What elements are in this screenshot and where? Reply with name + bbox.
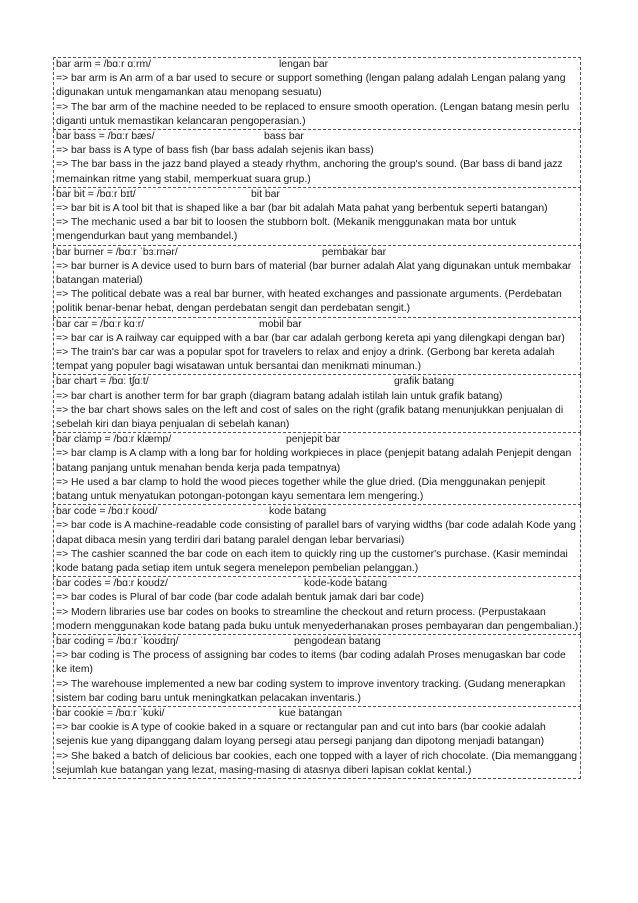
entry-term: bar bass = /bɑːr bæs/ [56,131,155,142]
dictionary-entry [53,375,581,433]
entry-header [54,707,580,721]
entry-translation: bass bar [264,131,304,142]
entry-header [54,577,580,591]
entry-term: bar chart = /bɑː tʃɑːt/ [56,376,149,388]
entry-example: => The warehouse implemented a new bar coding system to improve inventory tracking. (Gudang menerapkan sistem bar coding baru untuk meningkatkan pelacakan inventaris.) [56,678,566,704]
entry-translation: pembakar bar [322,246,387,258]
entry-term: bar arm = /bɑːr ɑːrm/ [56,59,151,70]
entry-header [54,433,580,447]
entry-header [54,130,580,144]
dictionary-entry [53,246,581,318]
entry-term: bar coding = /bɑːr ˈkoʊdɪŋ/ [56,635,179,647]
entry-translation: mobil bar [259,318,302,330]
entry-translation: kode-kode batang [304,578,388,590]
entry-example: => Modern libraries use bar codes on books to streamline the checkout and return process. (Perpustakaan modern menggunakan kode batang pada buku untuk menyederhanakan proses pembayaran dan pengembalian.) [56,606,579,632]
entry-term: bar codes = /bɑːr koʊdz/ [56,578,168,590]
dictionary-entry [53,577,581,635]
entry-translation: lengan bar [279,59,329,70]
dictionary-entry [53,57,581,130]
entry-example: => The bar bass in the jazz band played a steady rhythm, anchoring the group's sound. (Bar bass di band jazz memainkan ritme yang stabil, memperkuat suara grup.) [56,159,563,185]
dictionary-entry [53,505,581,577]
entry-term: bar cookie = /bɑːr ˈkʊki/ [56,707,165,719]
entry-header [54,375,580,389]
entry-definition: => bar code is A machine-readable code consisting of parallel bars of varying widths (bar code adalah Kode yang dapat dibaca mesin yang terdiri dari batang paralel dengan lebar bervariasi) [56,520,576,546]
dictionary-entry [53,707,581,779]
entry-header [54,188,580,202]
entry-header [54,246,580,260]
entry-term: bar code = /bɑːr koʊd/ [56,506,158,518]
entry-example: => The cashier scanned the bar code on each item to quickly ring up the customer's purchase. (Kasir memindai kode batang pada setiap item untuk segera menelepon pembelian pelanggan.) [56,548,568,574]
entry-example: => the bar chart shows sales on the left and cost of sales on the right (grafik batang menunjukkan penjualan di sebelah kiri dan biaya penjualan di sebelah kanan) [56,404,564,430]
entry-definition: => bar bass is A type of bass fish (bar bass adalah sejenis ikan bass) [56,145,374,157]
entry-translation: penjepit bar [286,434,341,446]
entry-header [54,505,580,519]
entry-example: => He used a bar clamp to hold the wood pieces together while the glue dried. (Dia menggunakan penjepit batang untuk menyatukan potongan-potongan kayu sementara lem mengering.) [56,476,546,502]
entry-definition: => bar chart is another term for bar graph (diagram batang adalah istilah lain untuk grafik batang) [56,390,503,402]
entry-definition: => bar arm is An arm of a bar used to secure or support something (lengan palang adalah Lengan palang yang digunakan untuk mengamankan atau menopang sesuatu) [56,73,566,99]
entry-definition: => bar cookie is A type of cookie baked in a square or rectangular pan and cut into bars (bar cookie adalah sejenis kue yang dipanggang dalam loyang persegi atau persegi panjang dan dipotong menjadi batangan) [56,722,546,748]
entry-term: bar bit = /bɑːr bɪt/ [56,188,136,200]
dictionary-entry [53,318,581,376]
dictionary-entry [53,433,581,505]
entry-example: => The political debate was a real bar burner, with heated exchanges and passionate arguments. (Perdebatan politik benar-benar hebat, dengan perdebatan sengit dan perdebatan sengit.) [56,289,562,315]
entry-term: bar car = /bɑːr kɑːr/ [56,318,145,330]
entry-definition: => bar car is A railway car equipped with a bar (bar car adalah gerbong kereta api yang dilengkapi dengan bar) [56,332,565,344]
entry-example: => The train's bar car was a popular spot for travelers to relax and enjoy a drink. (Gerbong bar kereta adalah tempat yang populer bagi wisatawan untuk bersantai dan menikmati minuman.) [56,346,555,373]
entry-translation: kode batang [269,506,327,518]
entry-definition: => bar coding is The process of assigning bar codes to items (bar coding adalah Proses menugaskan bar code ke item) [56,650,566,676]
entry-definition: => bar burner is A device used to burn bars of material (bar burner adalah Alat yang digunakan untuk membakar batangan material) [56,260,572,286]
entry-header [54,635,580,649]
entry-definition: => bar codes is Plural of bar code (bar code adalah bentuk jamak dari bar code) [56,592,424,604]
entry-definition: => bar clamp is A clamp with a long bar for holding workpieces in place (penjepit batang adalah Penjepit dengan batang panjang untuk menahan benda kerja pada tempatnya) [56,448,572,474]
entry-translation: grafik batang [394,376,455,388]
dictionary-entry [53,188,581,246]
entry-translation: kue batangan [279,707,342,719]
entry-header [54,58,580,72]
entry-example: => The bar arm of the machine needed to be replaced to ensure smooth operation. (Lengan batang mesin perlu diganti untuk memastikan kelancaran pengoperasian.) [56,101,570,127]
dictionary-entry [53,635,581,707]
dictionary-entry [53,130,581,188]
entry-example: => The mechanic used a bar bit to loosen the stubborn bolt. (Mekanik menggunakan mata bor untuk mengendurkan baut yang membandel.) [56,217,517,243]
entry-term: bar clamp = /bɑːr klæmp/ [56,434,172,446]
entry-definition: => bar bit is A tool bit that is shaped like a bar (bar bit adalah Mata pahat yang berbentuk seperti batangan) [56,202,548,214]
entry-translation: pengodean batang [294,635,381,647]
entry-translation: bit bar [251,188,280,200]
entry-header [54,318,580,332]
entry-example: => She baked a batch of delicious bar cookies, each one topped with a layer of rich chocolate. (Dia memanggang sejumlah kue batangan yang lezat, masing-masing di atasnya diberi lapisan coklat kental.) [56,750,578,776]
entry-term: bar burner = /bɑːr ˈbɜːrnər/ [56,246,178,258]
dictionary-document [53,57,581,779]
